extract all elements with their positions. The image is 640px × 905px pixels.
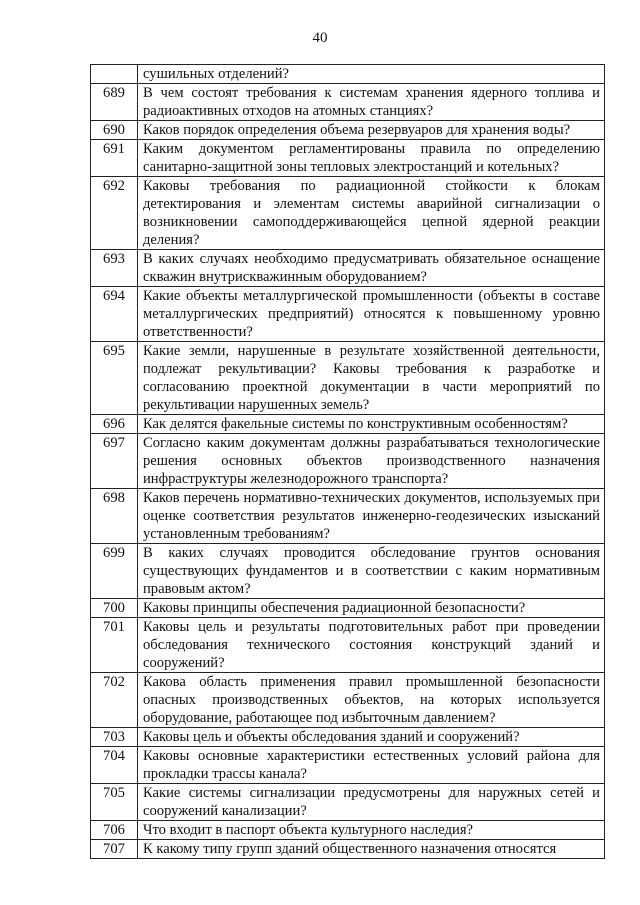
question-number: 707 xyxy=(91,840,138,859)
question-number: 704 xyxy=(91,747,138,784)
table-row xyxy=(91,618,605,673)
table-row xyxy=(91,140,605,177)
question-text: Что входит в паспорт объекта культурного наследия? xyxy=(138,821,605,840)
question-number: 689 xyxy=(91,84,138,121)
table-row xyxy=(91,544,605,599)
question-text: К какому типу групп зданий общественного назначения относятся xyxy=(138,840,605,859)
question-number: 690 xyxy=(91,121,138,140)
page-number: 40 xyxy=(312,30,328,46)
table-row xyxy=(91,434,605,489)
question-number: 696 xyxy=(91,415,138,434)
table-row xyxy=(91,728,605,747)
question-text: Каковы цель и результаты подготовительных работ при проведении обследования технического состояния конструкций зданий и сооружений? xyxy=(138,618,605,673)
question-text: В каких случаях необходимо предусматривать обязательное оснащение скважин внутрискважинным оборудованием? xyxy=(138,250,605,287)
question-text: Каков порядок определения объема резервуаров для хранения воды? xyxy=(138,121,605,140)
question-text: В каких случаях проводится обследование грунтов основания существующих фундаментов и в соответствии с каким нормативным правовым актом? xyxy=(138,544,605,599)
questions-table xyxy=(90,64,605,859)
table-row xyxy=(91,821,605,840)
question-text: Согласно каким документам должны разрабатываться технологические решения основных объектов производственного назначения инфраструктуры железнодорожного транспорта? xyxy=(138,434,605,489)
table-row xyxy=(91,747,605,784)
question-text: Каков перечень нормативно-технических документов, используемых при оценке соответствия результатов инженерно-геодезических изысканий установленным требованиям? xyxy=(138,489,605,544)
question-text: Каковы цель и объекты обследования зданий и сооружений? xyxy=(138,728,605,747)
question-number: 695 xyxy=(91,342,138,415)
question-number: 693 xyxy=(91,250,138,287)
question-number: 694 xyxy=(91,287,138,342)
question-number: 698 xyxy=(91,489,138,544)
question-text: Какие объекты металлургической промышленности (объекты в составе металлургических предприятий) относятся к повышенному уровню ответственности? xyxy=(138,287,605,342)
question-text: Как делятся факельные системы по конструктивным особенностям? xyxy=(138,415,605,434)
table-row xyxy=(91,342,605,415)
question-number xyxy=(91,65,138,84)
table-row xyxy=(91,599,605,618)
table-row xyxy=(91,489,605,544)
table-row xyxy=(91,415,605,434)
question-text: В чем состоят требования к системам хранения ядерного топлива и радиоактивных отходов на атомных станциях? xyxy=(138,84,605,121)
question-number: 703 xyxy=(91,728,138,747)
question-number: 692 xyxy=(91,177,138,250)
question-number: 691 xyxy=(91,140,138,177)
question-text: Каким документом регламентированы правила по определению санитарно-защитной зоны тепловых электростанций и котельных? xyxy=(138,140,605,177)
question-number: 705 xyxy=(91,784,138,821)
question-text: Какие земли, нарушенные в результате хозяйственной деятельности, подлежат рекультивации? Каковы требования к разработке и согласованию проектной документации в части мероприятий по рекультивации нарушенных земель? xyxy=(138,342,605,415)
question-text: Каковы требования по радиационной стойкости к блокам детектирования и элементам системы аварийной сигнализации о возникновении самоподдерживающейся цепной ядерной реакции деления? xyxy=(138,177,605,250)
question-number: 701 xyxy=(91,618,138,673)
table-row xyxy=(91,250,605,287)
question-text: Каковы основные характеристики естественных условий района для прокладки трассы канала? xyxy=(138,747,605,784)
question-number: 697 xyxy=(91,434,138,489)
question-text: Каковы принципы обеспечения радиационной безопасности? xyxy=(138,599,605,618)
table-row xyxy=(91,287,605,342)
table-row xyxy=(91,84,605,121)
table-row xyxy=(91,65,605,84)
table-row xyxy=(91,121,605,140)
question-text: сушильных отделений? xyxy=(138,65,605,84)
table-row xyxy=(91,840,605,859)
question-number: 699 xyxy=(91,544,138,599)
question-number: 700 xyxy=(91,599,138,618)
question-number: 702 xyxy=(91,673,138,728)
question-text: Какие системы сигнализации предусмотрены для наружных сетей и сооружений канализации? xyxy=(138,784,605,821)
question-text: Какова область применения правил промышленной безопасности опасных производственных объектов, на которых используется оборудование, работающее под избыточным давлением? xyxy=(138,673,605,728)
table-row xyxy=(91,673,605,728)
table-row xyxy=(91,784,605,821)
question-number: 706 xyxy=(91,821,138,840)
table-row xyxy=(91,177,605,250)
